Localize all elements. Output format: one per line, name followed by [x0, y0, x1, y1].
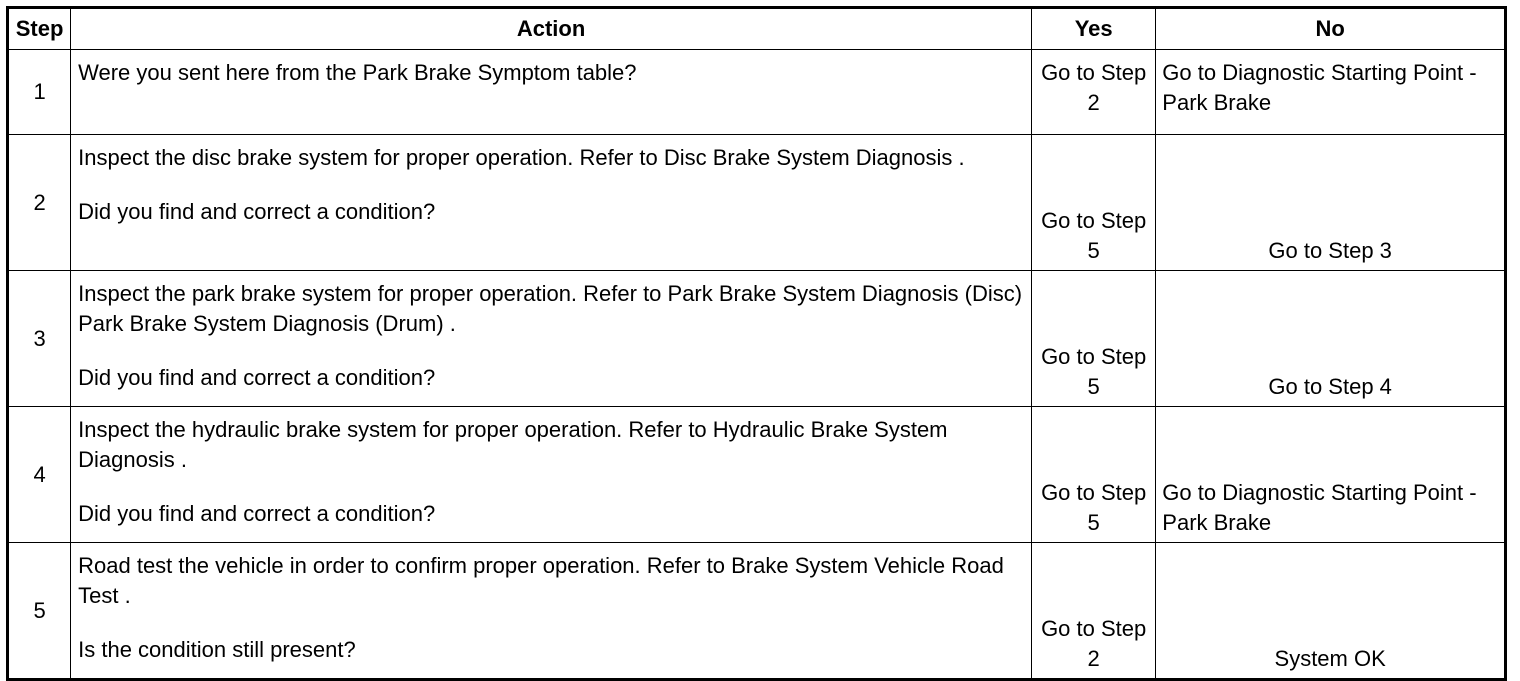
action-cell — [71, 407, 1032, 543]
step-number: 4 — [8, 407, 71, 543]
header-row — [8, 8, 1506, 50]
no-cell: Go to Step 4 — [1156, 271, 1506, 407]
step-number: 3 — [8, 271, 71, 407]
header-yes: Yes — [1032, 8, 1156, 50]
action-text: Were you sent here from the Park Brake Symptom table? — [78, 60, 637, 85]
table-row — [8, 271, 1506, 407]
action-cell — [71, 543, 1032, 680]
step-number: 1 — [8, 50, 71, 135]
step-number: 5 — [8, 543, 71, 680]
header-step: Step — [8, 8, 71, 50]
table-row — [8, 543, 1506, 680]
action-cell — [71, 271, 1032, 407]
no-cell: Go to Step 3 — [1156, 135, 1506, 271]
action-question: Did you find and correct a condition? — [78, 501, 436, 526]
table-row — [8, 407, 1506, 543]
no-cell: System OK — [1156, 543, 1506, 680]
table-row — [8, 50, 1506, 135]
yes-cell: Go to Step 5 — [1032, 407, 1156, 543]
action-text: Inspect the hydraulic brake system for proper operation. Refer to Hydraulic Brake System Diagnosis . — [78, 417, 948, 472]
action-text: Inspect the disc brake system for proper operation. Refer to Disc Brake System Diagnosis . — [78, 145, 965, 170]
action-question: Did you find and correct a condition? — [78, 365, 436, 390]
no-cell: Go to Diagnostic Starting Point - Park Brake — [1156, 50, 1506, 135]
step-number: 2 — [8, 135, 71, 271]
yes-cell: Go to Step 2 — [1032, 50, 1156, 135]
action-question: Did you find and correct a condition? — [78, 199, 436, 224]
action-text: Road test the vehicle in order to confirm proper operation. Refer to Brake System Vehicle Road Test . — [78, 553, 1004, 608]
diagnostic-table — [6, 6, 1507, 681]
action-cell — [71, 50, 1032, 135]
action-cell — [71, 135, 1032, 271]
no-cell: Go to Diagnostic Starting Point - Park Brake — [1156, 407, 1506, 543]
action-text: Inspect the park brake system for proper operation. Refer to Park Brake System Diagnosis (Disc) Park Brake System Diagnosis (Drum) . — [78, 281, 1023, 336]
yes-cell: Go to Step 5 — [1032, 135, 1156, 271]
table-row — [8, 135, 1506, 271]
header-no: No — [1156, 8, 1506, 50]
yes-cell: Go to Step 5 — [1032, 271, 1156, 407]
header-action: Action — [71, 8, 1032, 50]
yes-cell: Go to Step 2 — [1032, 543, 1156, 680]
action-question: Is the condition still present? — [78, 637, 356, 662]
